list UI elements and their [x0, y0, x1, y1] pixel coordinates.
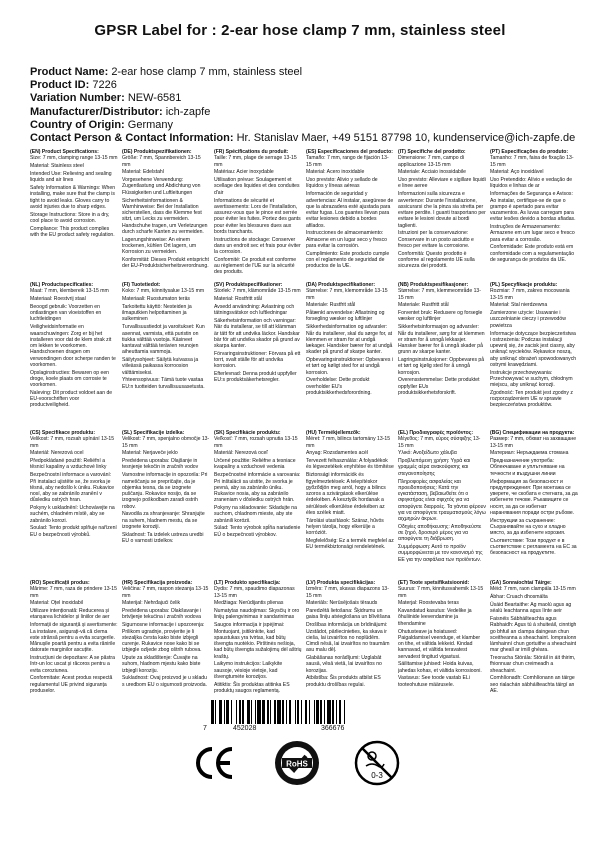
spec-paragraph: Atbilstība: Šis produkts atbilst ES produktu drošības regulai.	[306, 675, 381, 688]
spec-paragraph: Sigurnosne informacije i upozorenja: Prilikom ugradnje, provjerite je li stezaljka čvrsta kako biste izbjegli curenje. Rukavice nose kako bi se izbjegle ozljede zbog oštrih rubova.	[122, 622, 205, 654]
spec-paragraph: Navodila za shranjevanje: Shranjujte na suhem, hladnem mestu, da se izognete koroziji.	[122, 511, 205, 530]
spec-section	[122, 282, 214, 430]
spec-section	[122, 580, 214, 720]
spec-paragraph: Informações de Segurança e Avisos: Ao instalar, certifique-se de que o grampo é apertado para evitar vazamentos. As luvas carregam para evitar lesões devido a bordas afiadas.	[490, 191, 576, 223]
spec-paragraph: Συμμόρφωση: Αυτό το προϊόν συμμορφώνεται με τον κανονισμό της ΕΕ για την ασφάλεια των προϊόντων.	[398, 544, 483, 563]
spec-paragraph: Biztonsági információk és figyelmeztetések: A telepítéskor győződjön meg arról, hogy a bilincs szoros a szivárgások elkerülése érdekében. A kesztyűk hordanak a sérülések elkerülése érdekében az éles szélek miatt.	[306, 472, 386, 516]
info-label: Product ID:	[30, 79, 90, 92]
spec-paragraph: Størrelse: 7 mm, klemområde 13-15 mm	[306, 288, 388, 301]
spec-paragraph: Material: Aço inoxidável	[490, 169, 544, 176]
spec-paragraph: Veiligheidsinformatie en waarschuwingen: Zorg er bij het installeren voor dat de klem strak zit om lekken te voorkomen. Handschoenen dragen om verwondingen door scherpe randen te voorkomen.	[30, 324, 116, 368]
spec-paragraph: Πληροφορίες ασφαλείας και προειδοποιήσεις: Κατά την εγκατάσταση, βεβαιωθείτε ότι ο σφιγκτήρας είναι σφιχτός για να αποφύγετε διαρροές. Τα γάντια φέρουν για να αποφύγετε τραυματισμούς λόγω αιχμηρών άκρων.	[398, 478, 486, 523]
info-value: ich-zapfe	[165, 105, 211, 118]
spec-paragraph: Предназначение употреба: Облекчаване и уплътняване на течности и въздушни линии	[490, 458, 565, 477]
spec-paragraph: Инструкции за съхранение: Съхранявайте на сухо и хладно място, за да избегнете корозия.	[490, 517, 566, 537]
spec-section	[30, 149, 122, 282]
spec-paragraph: Uso Pretendido: Alívio e vedação de líquidos e linhas de ar	[490, 177, 573, 190]
spec-paragraph: Treoracha Stórála: Stóráil in áit thirim, fhionnuar chun creimeadh a sheachaint.	[490, 655, 576, 674]
spec-paragraph: Instrucțiuni de depozitare: A se păstra într-un loc uscat și răcoros pentru a evita coroziunea.	[30, 655, 115, 674]
spec-paragraph: Upute za skladištenje: Čuvajte na suhom, hladnom mjestu kako biste izbjegli koroziju.	[122, 655, 201, 674]
spec-paragraph: Μέγεθος: 7 mm, εύρος σύσφιξης 13-15 mm	[398, 436, 481, 449]
spec-paragraph: Velikost: 7 mm, spenjalno območje 13-15 mm	[122, 436, 210, 449]
spec-row	[30, 580, 582, 720]
spec-paragraph: Materiál: Nerezová oceľ	[214, 450, 268, 457]
spec-section	[490, 430, 582, 580]
spec-paragraph: Materjal: Roostevaba teras	[398, 600, 459, 607]
spec-heading: (PL) Specyfikacje produktu:	[490, 282, 558, 288]
spec-paragraph: Sikkerhetsinformasjon og advarsler: Når du installerer, sørg for at klemmen er stram for å unngå lekkasjer. Hansker bærer for å unngå skader på grunn av skarpe kanter.	[398, 324, 485, 356]
spec-section	[30, 282, 122, 430]
info-label: Variation Number:	[30, 92, 125, 105]
spec-paragraph: Utilisation prévue: Soulagement et scellage des liquides et des conduites d'air	[214, 177, 300, 196]
spec-paragraph: Materiał: Stal nierdzewna	[490, 302, 548, 309]
spec-section	[306, 580, 398, 720]
spec-paragraph: Pokyny na skladovanie: Skladujte na suchom, chladnom mieste, aby ste zabránili korózii.	[214, 505, 297, 524]
spec-paragraph: Izmērs: 7 mm, skavas diapazons 13-15 mm	[306, 586, 389, 599]
spec-paragraph: Megfelelőség: Ez a termék megfelel az EU termékbiztonsági rendeletének.	[306, 537, 394, 551]
spec-paragraph: Съответствие: Този продукт е в съответствие с регламента на ЕС за безопасност на продуктите.	[490, 537, 577, 557]
spec-heading: (CS) Specifikace produktu:	[30, 430, 96, 436]
spec-paragraph: Faisnéis Sábháilteachta agus Rabhaidh: Agus tú á shuiteáil, cinntigh go bhfuil an clampa daingean chun sceitheanna a sheachaint. Iompraíonn lámhainní chun gortuithe a sheachaint mar gheall ar imill ghéara.	[490, 616, 577, 654]
spec-paragraph: Suurus: 7 mm, kinnitusvahemik 13-15 mm	[398, 586, 484, 599]
spec-paragraph: Materiaal: Roestvrij staal	[30, 296, 86, 303]
spec-paragraph: Material: Stainless steel	[30, 163, 84, 170]
spec-paragraph: Materiaali: Ruostumaton teräs	[122, 296, 190, 303]
spec-heading: (IT) Specifiche del prodotto:	[398, 149, 466, 155]
info-value: NEW-6581	[127, 92, 182, 105]
spec-paragraph: Material: Rostfritt stål	[214, 296, 262, 303]
barcode	[203, 700, 393, 732]
spec-paragraph: Bezpečnostné informácie a varovania: Pri inštalácii sa uistite, že svorka je pevná, aby sa zabránilo úniku. Rukavice nosia, aby sa zabránilo zraneniam v dôsledku ostrých hrán.	[214, 472, 301, 504]
spec-paragraph: Materiāls: Nerūsējošais tērauds	[306, 600, 378, 607]
spec-paragraph: Ohutusteave ja hoiatused: Paigaldamisel veenduge, et klamber on tihe, et vältida lekkeid. Kindad kannavad, et vältida teravatest servadest tingitud vigastusi.	[398, 628, 481, 660]
spec-paragraph: Informații de siguranță și avertismente: La instalare, asigurați-vă că clema este strânsă pentru a evita scurgerile. Mănușile poartă pentru a evita rănirile datorate marginilor ascuțite.	[30, 622, 118, 654]
spec-heading: (PT) Especificações do produto:	[490, 149, 569, 155]
spec-paragraph: Storage Instructions: Store in a dry, cool place to avoid corrosion.	[30, 211, 110, 224]
spec-heading: (EL) Προδιαγραφές προϊόντος:	[398, 430, 474, 436]
spec-heading: (RO) Specificații produs:	[30, 580, 90, 586]
spec-heading: (LV) Produkta specifikācijas:	[306, 580, 376, 586]
spec-paragraph: Safety Information & Warnings: When installing, make sure that the clamp is tight to avoid leaks. Gloves carry to avoid injuries due to sharp edges.	[30, 185, 116, 210]
spec-paragraph: Předpokládané použití: Reliéfní a těsnicí kapaliny a vzduchové linky	[30, 458, 107, 471]
spec-heading: (DA) Produktspecifikationer:	[306, 282, 376, 288]
barcode-digits-left: 452028	[233, 725, 257, 732]
spec-paragraph: Material: Oțel inoxidabil	[30, 600, 83, 607]
spec-paragraph: Úsáid Beartaithe: Ag maolú agus ag séalú leachtanna agus línte aeir	[490, 601, 572, 615]
spec-heading: (BG) Спецификации на продукта:	[490, 430, 575, 436]
spec-paragraph: Vastavus: See toode vastab ELi tooteohutuse määrusele.	[398, 675, 470, 688]
spec-paragraph: Säilitamise juhised: Hoida kuivas, jahedas kohas, et vältida korrosiooni.	[398, 661, 482, 674]
spec-paragraph: Anyag: Rozsdamentes acél	[306, 450, 369, 457]
spec-paragraph: Predvidena uporaba: Olajšanje in tesnjenje tekočin in zračnih vodov	[122, 458, 199, 471]
spec-paragraph: Materijal: Nehrđajući čelik	[122, 600, 181, 607]
spec-heading: (SV) Produktspecifikationer:	[214, 282, 283, 288]
spec-heading: (DE) Produktspezifikationen:	[122, 149, 192, 155]
spec-paragraph: Säkerhetsinformation och varningar: När du installerar, se till att klämman är tätt för att undvika läckor. Handskar bär för att undvika skador på grund av skarpa kanter.	[214, 318, 300, 350]
spec-paragraph: Medžiaga: Nerūdijantis plienas	[214, 600, 284, 607]
spec-paragraph: Taille: 7 mm, plage de serrage 13-15 mm	[214, 155, 297, 168]
info-label: Contact Person & Contact Information:	[30, 132, 234, 145]
spec-paragraph: Méid: 7 mm, raon clampála 13-15 mm	[490, 586, 576, 593]
spec-section	[398, 580, 490, 720]
spec-paragraph: Konformität: Dieses Produkt entspricht der EU-Produktsicherheitsverordnung.	[122, 256, 209, 270]
spec-paragraph: Tárolási utasítások: Száraz, hűvös helyen tárolja, hogy elkerülje a korróziót.	[306, 517, 384, 537]
spec-paragraph: Opbevaringsinstruktioner: Opbevares i et tørt og køligt sted for at undgå korrosion.	[306, 357, 393, 376]
spec-paragraph: Soulad: Tento produkt splňuje nařízení EU o bezpečnosti výrobků.	[30, 525, 117, 538]
spec-paragraph: Instructions de stockage: Conserver dans un endroit sec et frais pour éviter la corrosion.	[214, 236, 301, 256]
spec-paragraph: Material: Acero inoxidable	[306, 169, 365, 176]
spec-section	[306, 149, 398, 282]
spec-paragraph: Pokyny k uskladnění: Uchovávejte na suchém, chladném místě, aby se zabránilo korozi.	[30, 505, 115, 524]
spec-paragraph: Efterlevnad: Denna produkt uppfyller EU:s produktsäkerhetsregler.	[214, 371, 297, 384]
spec-paragraph: Istruzioni per la conservazione: Conservare in un posto asciutto e fresco per evitare la corrosione.	[398, 230, 474, 249]
rohs-icon	[272, 738, 322, 788]
info-row	[30, 106, 590, 119]
spec-paragraph: Zamierzone użycie: Usuwanie i uszczelnianie cieczy i przewodów powietrza	[490, 310, 566, 329]
spec-paragraph: Storlek: 7 mm, klämområde 13-15 mm	[214, 288, 301, 295]
info-row	[30, 79, 590, 92]
spec-paragraph: Size: 7 mm, clamping range 13-15 mm	[30, 155, 118, 162]
spec-paragraph: Informations de sécurité et avertissements: Lors de l'installation, assurez-vous que le pince est serrée pour éviter les fuites. Portez des gants pour éviter les blessures dues aux bords tranchants.	[214, 197, 301, 235]
info-value: Germany	[127, 118, 174, 131]
spec-paragraph: Numatytas naudojimas: Skysčių ir oro linijų palengvinimas ir sandarinimas	[214, 608, 300, 621]
spec-heading: (GA) Sonraíochtaí Táirge:	[490, 580, 552, 586]
spec-paragraph: Beoogd gebruik: Voorzetten en ontlastingen van vloeistoffen en luchtleidingen	[30, 303, 102, 323]
spec-section	[214, 430, 306, 580]
spec-paragraph: Påtænkt anvendelse: Aflastning og forsegling væsker og luftlinjer	[306, 310, 385, 323]
spec-paragraph: Opslaginstructies: Bewaren op een droge, koele plaats om corrosie te voorkomen.	[30, 369, 109, 389]
spec-paragraph: Varnostne informacije in opozorila: Pri nameščanju se prepričajte, da je objemka tesna, da se izognete puščanju. Rokavice nosijo, da se izognejo poškodbam zaradi ostrih robov.	[122, 472, 208, 510]
info-row	[30, 92, 590, 105]
spec-paragraph: Conformitate: Acest produs respectă regulamentul UE privind siguranța produselor.	[30, 675, 113, 694]
spec-paragraph: Laikymo instrukcijos: Laikykite sausoje, vėsioje vietoje, kad išvengtumėte korozijos.	[214, 661, 283, 680]
spec-paragraph: Sicherheitsinformationen & Warnhinweise: Bei der Installation sicherstellen, dass die Klemme fest sitzt, um Lecks zu vermeiden. Handschuhe tragen, um Verletzungen durch scharfe Kanten zu vermeiden.	[122, 197, 208, 235]
barcode-digits-right: 366676	[321, 725, 345, 732]
info-label: Manufacturer/Distributor:	[30, 105, 163, 118]
spec-section	[214, 282, 306, 430]
spec-heading: (EN) Product Specifications:	[30, 149, 99, 155]
spec-paragraph: Velikost: 7 mm, rozsah upínání 13-15 mm	[30, 436, 115, 449]
info-value: 2-ear hose clamp 7 mm, stainless steel	[111, 66, 303, 78]
info-row	[30, 119, 590, 132]
spec-section	[122, 430, 214, 580]
spec-paragraph: Material: Edelstahl	[122, 169, 164, 176]
spec-heading: (ET) Toote spetsifikatsioonid:	[398, 580, 470, 586]
spec-paragraph: Veľkosť: 7 mm, rozsah upnutia 13-15 mm	[214, 436, 298, 449]
spec-heading: (FI) Tuotetiedot:	[122, 282, 161, 288]
spec-heading: (NL) Productspecificaties:	[30, 282, 94, 288]
spec-paragraph: Размер: 7 mm, обхват на захващане 13-15 mm	[490, 436, 577, 449]
spec-paragraph: Tamaño: 7 mm, rango de fijación 13-15 mm	[306, 155, 389, 168]
spec-paragraph: Lagerungshinweise: An einem trockenen, kühlen Ort lagern, um Korrosion zu vermeiden.	[122, 236, 197, 256]
svg-text:0-3: 0-3	[371, 771, 383, 780]
spec-paragraph: Rozmiar: 7 mm, zakres mocowania 13-15 mm	[490, 288, 570, 301]
spec-section	[30, 430, 122, 580]
spec-paragraph: Größe: 7 mm, Spannbereich 13-15 mm	[122, 155, 201, 168]
spec-paragraph: Paredzētā lietošana: Šķidrumu un gaisa līniju atvieglošana un blīvēšana	[306, 608, 391, 621]
svg-text:RoHS: RoHS	[286, 759, 308, 769]
spec-paragraph: Zgodność: Ten produkt jest zgodny z rozporządzeniem UE w sprawie bezpieczeństwa produktów.	[490, 389, 573, 409]
spec-paragraph: Súlad: Tento výrobok spĺňa nariadenie EÚ o bezpečnosti výrobkov.	[214, 525, 301, 538]
spec-paragraph: Comhlíonadh: Comhlíonann an táirge seo rialachán sábháilteachta táirgí an AE.	[490, 675, 575, 694]
spec-heading: (HU) Termékjellemzők:	[306, 430, 361, 436]
spec-paragraph: Ábhar: Cruach dhosmálta	[490, 594, 548, 601]
spec-paragraph: Conformità: Questo prodotto è conforme al regolamento UE sulla sicurezza dei prodotti.	[398, 250, 475, 270]
spec-paragraph: Προβλεπόμενη χρήση: Υγρά και γραμμές αέρα ανακούφισης και στεγανοποίησης	[398, 458, 471, 477]
spec-paragraph: Tarkoitettu käyttö: Nesteiden ja ilmaputkien helpottaminen ja sulkeminen	[122, 303, 192, 323]
info-row	[30, 132, 590, 145]
info-value: 7226	[92, 79, 117, 92]
spec-heading: (LT) Produkto specifikacija:	[214, 580, 281, 586]
spec-section	[306, 430, 398, 580]
spec-paragraph: Cumplimiento: Este producto cumple con el reglamento de seguridad de productos de la UE.	[306, 250, 390, 270]
spec-paragraph: Avsedd användning: Avlastning och tätningsvätskor och luftledningar	[214, 303, 295, 317]
spec-section	[398, 149, 490, 282]
spec-heading: (SK) Špecifikácie produktu:	[214, 430, 281, 436]
spec-paragraph: Οδηγίες αποθήκευσης: Αποθηκεύστε σε ξηρό, δροσερό μέρος για να αποφύγετε τη διάβρωση.	[398, 523, 482, 543]
spec-paragraph: Størrelse: 7 mm, klemmeområde 13-15 mm	[398, 288, 481, 301]
spec-section	[122, 149, 214, 282]
spec-paragraph: Lagringsinstruksjoner: Oppbevares på et tørt og kjølig sted for å unngå korrosjon.	[398, 357, 485, 376]
spec-section	[306, 282, 398, 430]
spec-paragraph: Materiál: Nerezová ocel	[30, 450, 84, 457]
spec-paragraph: Naleving: Dit product voldoet aan de EU-voorschriften voor productveiligheid.	[30, 389, 113, 409]
spec-paragraph: Yhteensopivuus: Tämä tuote vastaa EU:n tuotteiden turvallisuusasetusta.	[122, 377, 205, 390]
spec-heading: (NB) Produktspesifikasjoner:	[398, 282, 469, 288]
info-value: Hr. Stanislav Maer, +49 5151 87798 10, kundenservice@ich-zapfe.de	[236, 132, 576, 145]
spec-paragraph: Kavandatud kasutus: Vedelike ja õhuliinide leevendamine ja tihendamine	[398, 608, 472, 627]
spec-paragraph: Tervezett felhasználás: A folyadékok és légvezetékek enyhítése és tömítése	[306, 458, 394, 471]
barcode-space	[345, 700, 346, 724]
spec-paragraph: Určené použitie: Reliéfne a tesniace kvapaliny a vzduchové vedenia	[214, 458, 296, 471]
spec-heading: (SL) Specifikacije izdelka:	[122, 430, 185, 436]
spec-paragraph: Overholdelse: Dette produkt overholder EU's produktsikkerhedsforordning.	[306, 377, 372, 396]
spec-section	[490, 282, 582, 430]
spec-row	[30, 282, 582, 430]
certification-icons	[0, 738, 600, 798]
spec-paragraph: Méret: 7 mm, bilincs tartomány 13-15 mm	[306, 436, 391, 449]
spec-section	[214, 580, 306, 720]
spec-row	[30, 149, 582, 282]
spec-paragraph: Veličina: 7 mm, raspon stezanja 13-15 mm	[122, 586, 209, 599]
spec-paragraph: Compliance: This product complies with the EU product safety regulation.	[30, 225, 115, 238]
spec-paragraph: Overensstemmelse: Dette produktet oppfyller EUs produktsikkerhetsforskrift.	[398, 377, 480, 396]
spec-paragraph: Saugos informacija ir įspėjimai: Montuojant, įsitikinkite, kad spaustukas yra tvirtas, kad būtų išvengta nuotėkio. Pirštinės nešioja, kad būtų išvengta sužalojimų dėl aštrių kraštų.	[214, 622, 302, 660]
barcode-bars	[211, 700, 387, 724]
spec-section	[490, 149, 582, 282]
barcode-digit-first: 7	[203, 725, 207, 732]
spec-paragraph: Conformité: Ce produit est conforme au règlement de l'UE sur la sécurité des produits.	[214, 256, 297, 276]
spec-paragraph: Informazioni sulla sicurezza e avvertenze: Durante l'installazione, assicurarsi che la pinza sia stretta per evitare perdite. I guanti trasportano per evitare le lesioni dovute ai bordi taglienti.	[398, 191, 486, 229]
spec-paragraph: Материал: Неръждаема стомана	[490, 450, 569, 457]
page-title: GPSR Label for : 2-ear hose clamp 7 mm, stainless steel	[94, 22, 506, 39]
spec-paragraph: Glabāšanas norādījumi: Uzglabāt sausā, vēsā vietā, lai izvairītos no korozijas.	[306, 655, 382, 674]
spec-section	[214, 149, 306, 282]
spec-heading: (FR) Spécifications du produit:	[214, 149, 289, 155]
ce-mark-icon	[190, 738, 240, 788]
spec-section	[398, 430, 490, 580]
spec-paragraph: Intended Use: Relieving and sealing liquids and air lines	[30, 170, 112, 184]
spec-paragraph: Dimensione: 7 mm, campo di applicazione 13-15 mm	[398, 155, 464, 168]
spec-paragraph: Conformidade: Este produto está em conformidade com a regulamentação de segurança de produtos da UE.	[490, 244, 575, 263]
spec-paragraph: Predviđena uporaba: Olakšavanje i brtvljenje tekućina i zračnih vodova	[122, 608, 202, 621]
spec-paragraph: Instrucciones de almacenamiento: Almacene en un lugar seco y fresco para evitar la corrosión.	[306, 230, 387, 249]
spec-paragraph: Koko: 7 mm, kiinnitysalue 13-15 mm	[122, 288, 205, 295]
spec-paragraph: Υλικό: Ανοξείδωτο χάλυβα	[398, 450, 457, 457]
spec-paragraph: Instruções de Armazenamento: Armazene em um lugar seco e fresco para evitar a corrosão.	[490, 224, 575, 243]
info-label: Product Name:	[30, 66, 109, 78]
spec-paragraph: Material: Nerjaveče jeklo	[122, 450, 178, 457]
spec-paragraph: Forventet bruk: Redusere og forsegle væsker og luftlinjer	[398, 310, 483, 323]
spec-paragraph: Atitiktis: Šis produktas atitinka ES produktų saugos reglamentą.	[214, 681, 290, 694]
info-label: Country of Origin:	[30, 118, 125, 131]
product-info	[30, 66, 590, 145]
spec-paragraph: Sikkerhedsinformation og advarsler: Når du installerer, skal du sørge for, at klemmen er stram for at undgå lækager. Handsker bærer for at undgå skader på grund af skarpe kanter.	[306, 324, 393, 356]
spec-paragraph: Bezpečnostní informace a varování: Při instalaci ujistěte se, že svorka je těsná, aby nedošlo k úniku. Rukavice nosí, aby se zabránilo zranění v důsledku ostrých hran.	[30, 472, 115, 504]
spec-paragraph: Instrukcje przechowywania: Przechowywać w suchym, chłodnym miejscu, aby uniknąć korozji.	[490, 369, 573, 389]
spec-heading: (ES) Especificaciones del producto:	[306, 149, 393, 155]
spec-paragraph: Förvaringsinstruktioner: Förvara på ett torrt, svalt ställe för att undvika korrosion.	[214, 350, 301, 370]
spec-paragraph: Materiale: Rustfritt stål	[398, 302, 449, 309]
spec-paragraph: Maat: 7 mm, klembereik 13-15 mm	[30, 288, 109, 295]
spec-paragraph: Turvallisuustiedot ja varoitukset: Kun asennat, varmista, että puristin on tiukka välttää vuotoja. Käsineet kantavat välttää terävien reunojen aiheuttamia vammoja.	[122, 324, 205, 356]
spec-paragraph: Información de seguridad y advertencias: Al instalar, asegúrese de que la abrazadera esté ajustada para evitar fugas. Los guantes llevan para evitar lesiones debido a bordes afilados.	[306, 191, 394, 229]
spec-section	[490, 580, 582, 720]
spec-paragraph: Materiale: Rustfrit stål	[306, 302, 356, 309]
spec-paragraph: Materiale: Acciaio inossidabile	[398, 169, 466, 176]
age-warning-icon	[352, 738, 402, 788]
spec-heading: (HR) Specifikacija proizvoda:	[122, 580, 193, 586]
spec-paragraph: Säilytysohjeet: Säilytä kuivassa ja viileässä paikassa korroosion välttämiseksi.	[122, 357, 199, 376]
spec-paragraph: Tamanho: 7 mm, faixa de fixação 13-15 mm	[490, 155, 574, 168]
spec-section	[30, 580, 122, 720]
spec-paragraph: Drošības informācija un brīdinājumi: Uzstādot, pārliecinieties, ka skava ir cieša, lai izvairītos no noplūdēm. Cimdi nēsā, lai izvairītos no traumām asu malu dēļ.	[306, 622, 390, 654]
spec-paragraph: Vorgesehene Verwendung: Zugentlastung und Abdichtung von Flüssigkeiten und Luftleitungen	[122, 177, 201, 196]
spec-paragraph: Mărime: 7 mm, raza de prindere 13-15 mm	[30, 586, 117, 599]
spec-grid	[30, 149, 582, 720]
spec-paragraph: Uso previsto: Alivio y sellado de líquidos y líneas aéreas	[306, 177, 378, 190]
spec-paragraph: Utilizare intenționată: Reducerea și etanșarea lichidelor și liniilor de aer	[30, 608, 110, 621]
spec-paragraph: Dydis: 7 mm, spaudimo diapazonas 13-15 mm	[214, 586, 295, 599]
spec-section	[398, 282, 490, 430]
spec-paragraph: Matériau: Acier inoxydable	[214, 169, 274, 176]
spec-paragraph: Skladnost: Ta izdelek ustreza uredbi EU o varnosti izdelkov.	[122, 531, 204, 544]
spec-paragraph: Sukladnost: Ovaj proizvod je u skladu s uredbom EU o sigurnosti proizvoda.	[122, 675, 207, 688]
spec-paragraph: Informacje dotyczące bezpieczeństwa i ostrzeżenia: Podczas instalacji upewnij się, że zacisk jest ciasny, aby uniknąć wycieków. Rękawice noszą, aby uniknąć obrażeń spowodowanych ostrymi krawędziami.	[490, 330, 577, 368]
spec-row	[30, 430, 582, 580]
spec-paragraph: Uso previsto: Alleviare e sigillare liquidi e linee aeree	[398, 177, 486, 190]
spec-paragraph: Информация за безопасност и предупреждения: При монтажа се уверете, че скобата е стегната, за да избегнете течове. Ръкавиците се носят, за да се избегнат наранявания поради остри ръбове.	[490, 478, 578, 516]
info-row	[30, 66, 590, 79]
